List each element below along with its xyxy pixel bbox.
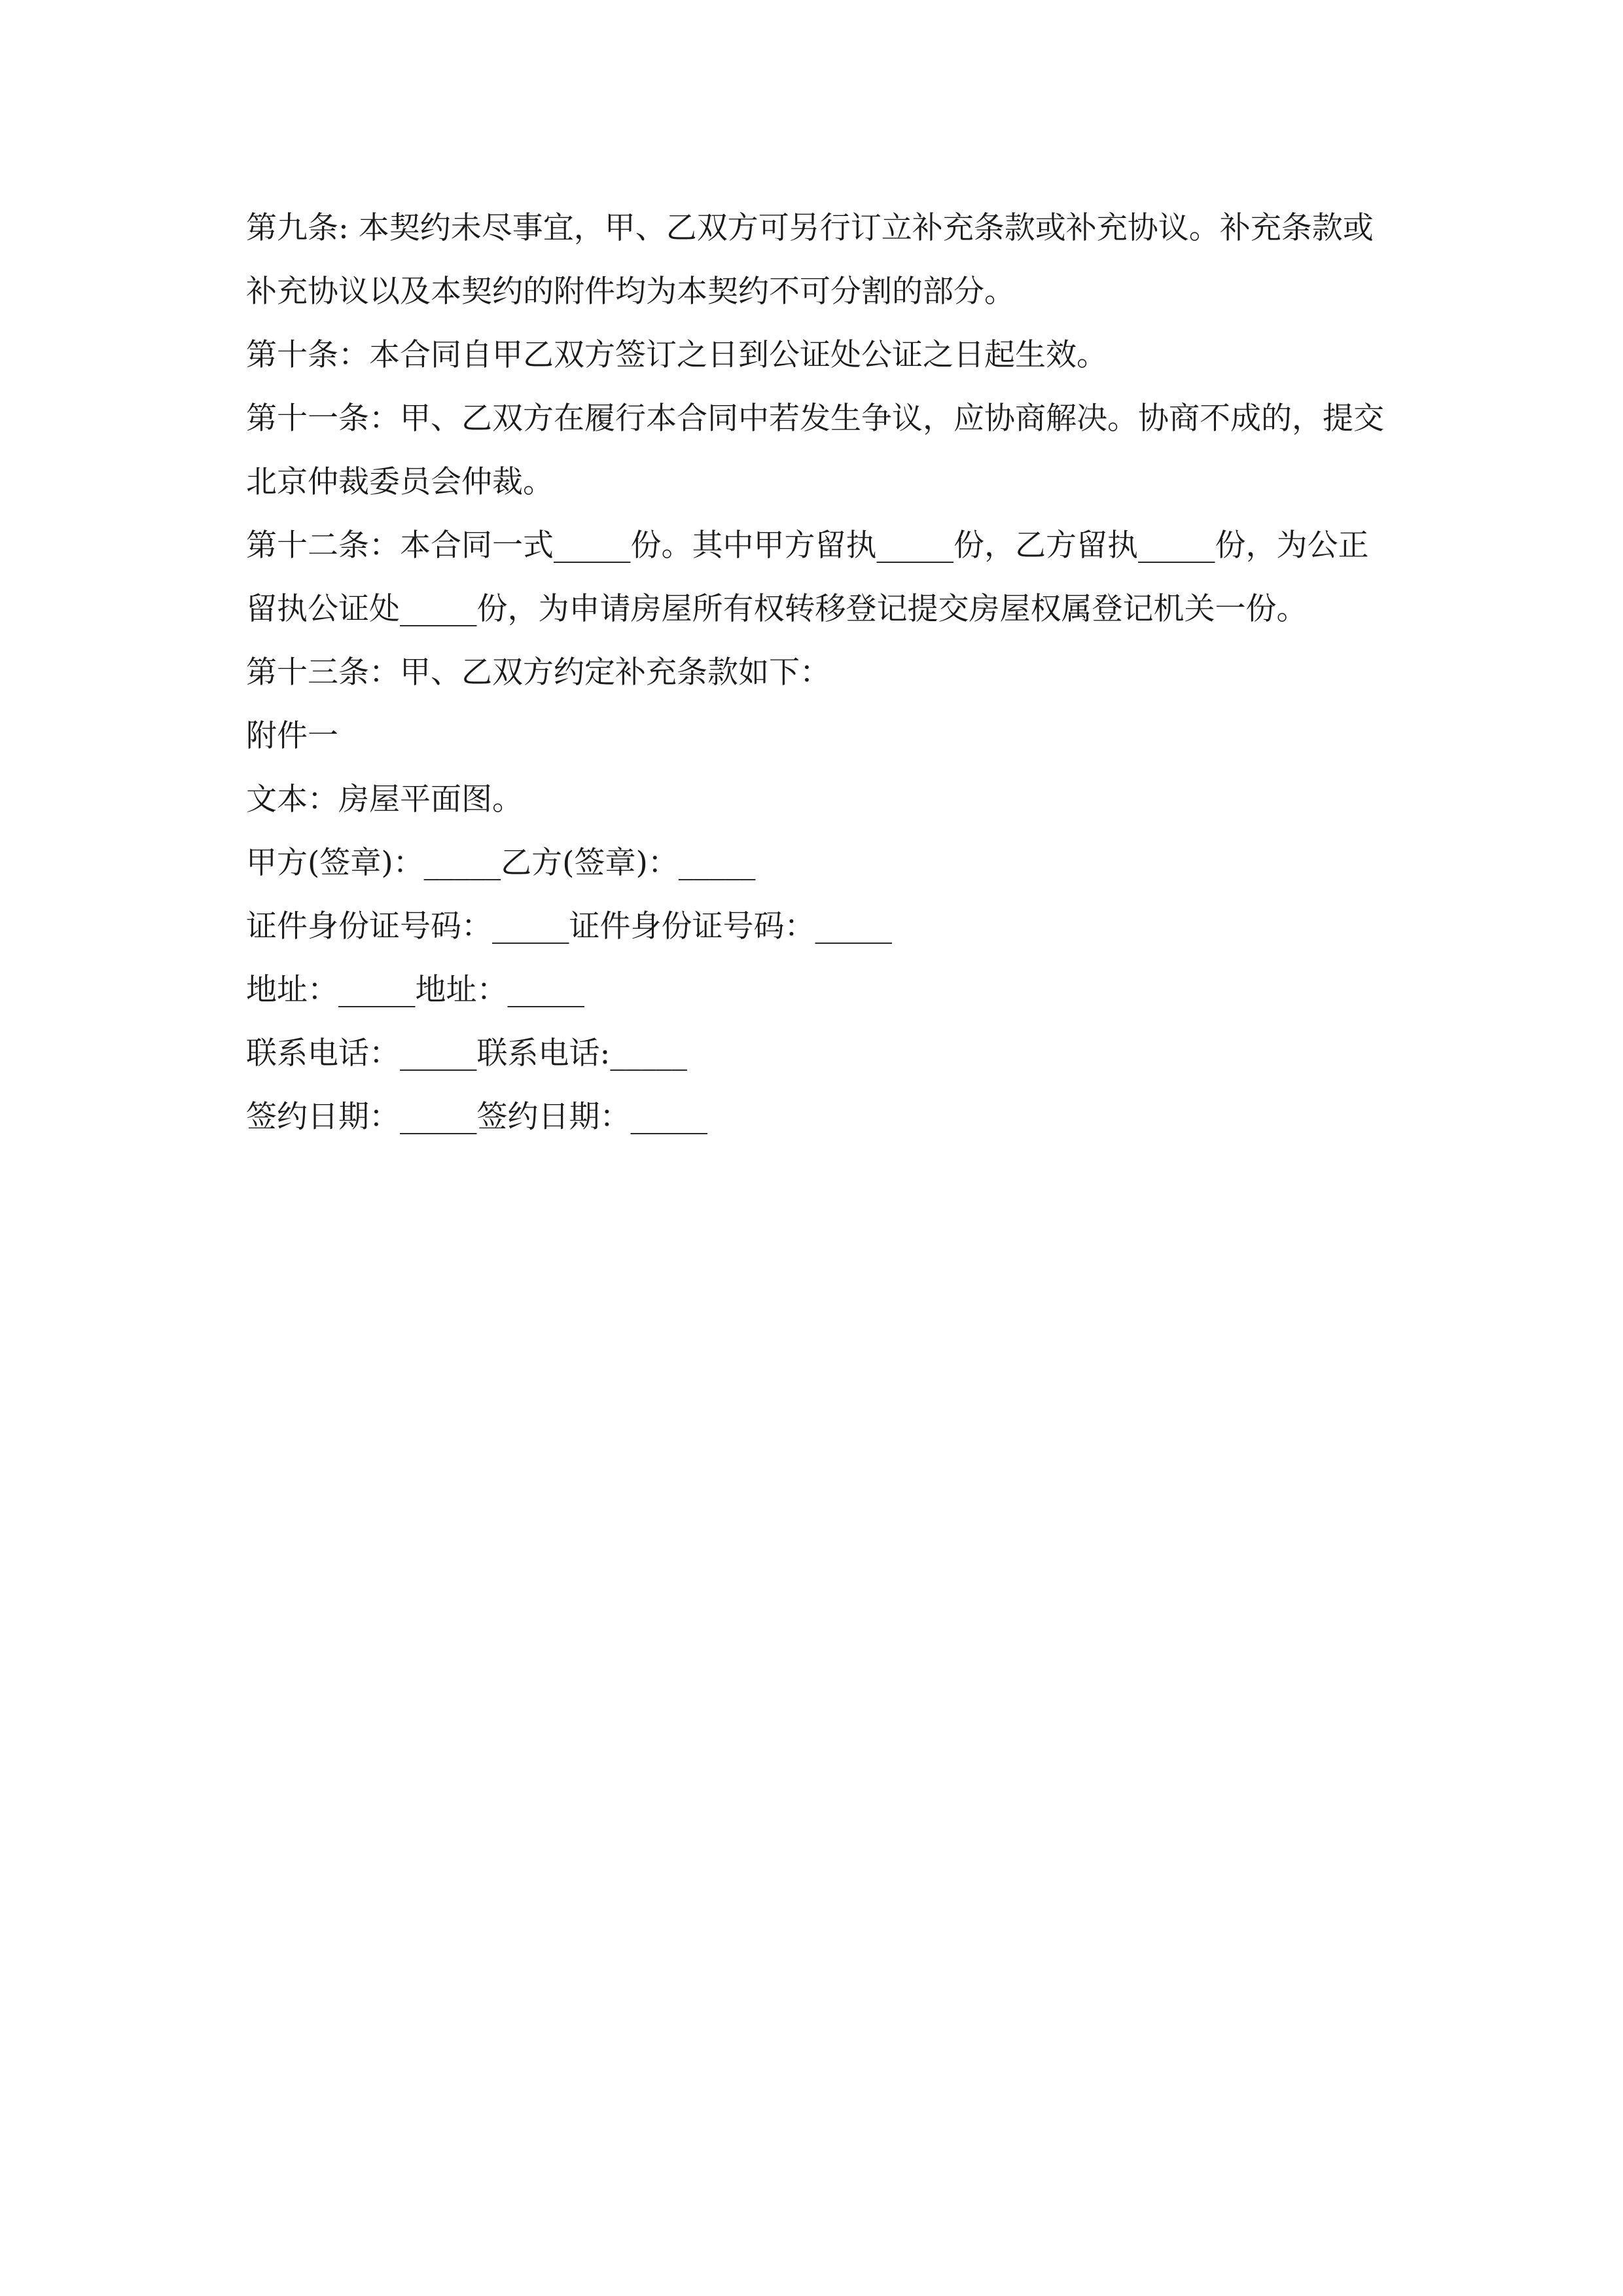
document-page <box>246 196 1385 1149</box>
article-9: 第九条: 本契约未尽事宜，甲、乙双方可另行订立补充条款或补充协议。补充条款或补充协议以及本契约的附件均为本契约不可分割的部分。 <box>246 210 1374 310</box>
signature-line: 甲方(签章)：_____乙方(签章)：_____ <box>246 845 756 881</box>
phone-line: 联系电话：_____联系电话:_____ <box>246 1035 687 1071</box>
article-13: 第十三条：甲、乙双方约定补充条款如下： <box>246 655 830 691</box>
article-10: 第十条：本合同自甲乙双方签订之日到公证处公证之日起生效。 <box>246 337 1107 373</box>
attachment-text: 文本：房屋平面图。 <box>246 781 523 817</box>
signing-date-line: 签约日期：_____签约日期：_____ <box>246 1099 707 1135</box>
article-12: 第十二条：本合同一式_____份。其中甲方留执_____份，乙方留执_____份，为公正留执公证处_____份，为申请房屋所有权转移登记提交房屋权属登记机关一份。 <box>246 528 1369 627</box>
article-11: 第十一条：甲、乙双方在履行本合同中若发生争议，应协商解决。协商不成的，提交北京仲裁委员会仲裁。 <box>246 401 1384 500</box>
id-number-line: 证件身份证号码：_____证件身份证号码：_____ <box>246 908 892 944</box>
address-line: 地址：_____地址：_____ <box>246 972 584 1008</box>
attachment-title: 附件一 <box>246 718 338 754</box>
